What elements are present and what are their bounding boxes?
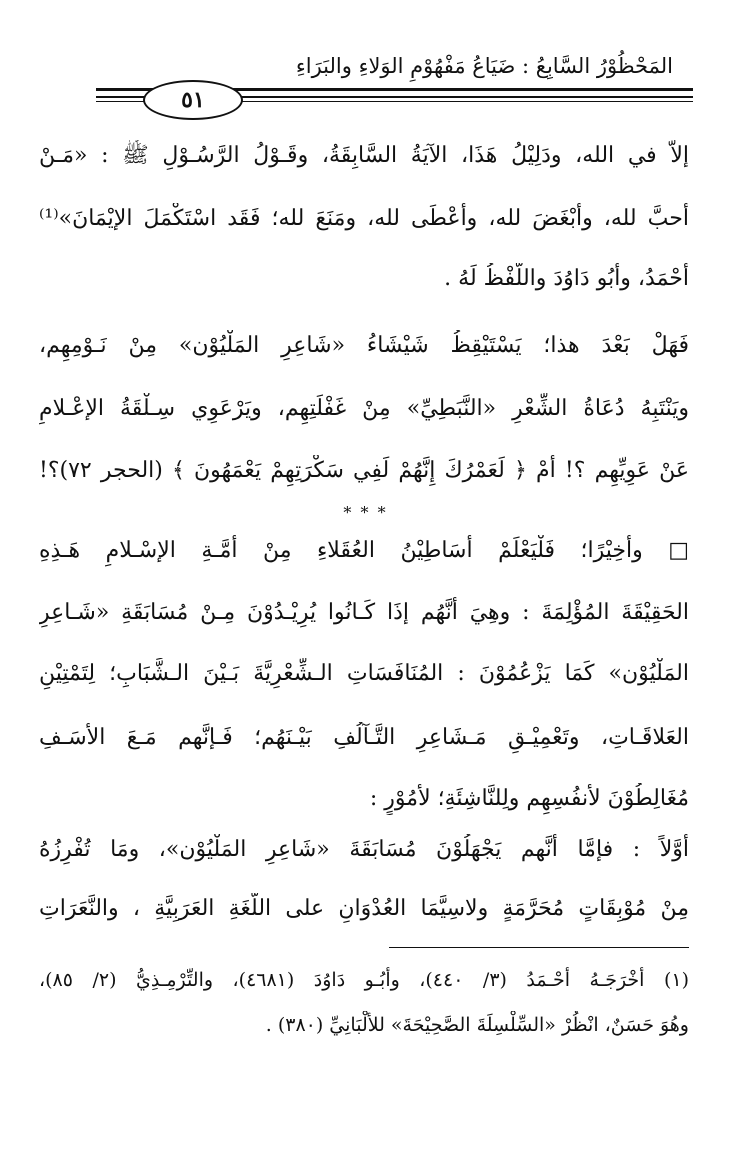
running-header-title: المَحْظُوْرُ السَّابِعُ : ضَيَاعُ مَفْهُوْمِ الوَلاءِ والبَرَاءِ [295, 54, 673, 78]
body-line: فَهَلْ بَعْدَ هذا؛ يَسْتَيْقِظُ شَيْشَاءُ «شَاعِرِ المَلْيُوْن» مِنْ نَـوْمِهِم، [39, 333, 689, 358]
body-line: □ وأخِيْرًا؛ فَلْيَعْلَمْ أسَاطِيْنُ العُقَلاءِ مِنْ أمَّـةِ الإسْـلامِ هَـذِهِ [39, 538, 689, 563]
body-line: العَلاقَـاتِ، وتَعْمِيْـقِ مَـشَاعِرِ التَّـآلُفِ بَيْـنَهُم؛ فَـإنَّهم مَـعَ الأسَـفِ [39, 725, 689, 750]
page-number-badge: ٥١ [143, 80, 243, 120]
body-line: أحْمَدُ، وأبُو دَاوُدَ واللَّفْظُ لَهُ . [444, 266, 689, 291]
body-line: ويَنْتَبِهُ دُعَاةُ الشِّعْرِ «النَّبَطِيِّ» مِنْ غَفْلَتِهِم، ويَرْعَوِي سِـلْقَةُ الإعْـلامِ [39, 396, 689, 421]
section-separator: * * * [343, 503, 388, 522]
body-line: المَلْيُوْن» كَمَا يَزْعُمُوْنَ : المُنَافَسَاتِ الـشِّعْرِيَّةَ بَـيْنَ الـشَّبَابِ؛ لِتَمْتِيْنِ [39, 661, 689, 686]
body-line: إلاَّ في الله، ودَلِيْلُ هَذَا، الآيَةُ السَّابِقَةُ، وقَـوْلُ الرَّسُـوْلِ ﷺ : «مَـنْ [39, 143, 689, 168]
body-line: عَنْ عَوِيِّهِم ؟! أمْ ﴿ لَعَمْرُكَ إِنَّهُمْ لَفِي سَكْرَتِهِمْ يَعْمَهُونَ ﴾ (الحجر ٧٢)؟! [39, 458, 689, 483]
body-line: مُغَالِطُوْنَ لأنفُسِهِم ولِلنَّاشِئَةِ؛ لأمُوْرٍ : [369, 786, 689, 811]
footnote-line: (١) أخْرَجَـهُ أحْـمَدُ (٣/ ٤٤٠)، وأبُـو دَاوُدَ (٤٦٨١)، والتِّرْمِـذِيُّ (٢/ ٨٥)، [39, 969, 689, 991]
body-line: الحَقِيْقَةَ المُؤْلِمَةَ : وهِيَ أنَّهُم إذَا كَـانُوا يُرِيْـدُوْنَ مِـنْ مُسَابَقَةِ «شَـاعِرِ [39, 600, 689, 625]
footnote-rule [389, 947, 689, 948]
body-line: أوَّلاً : فإمَّا أنَّهم يَجْهَلُوْنَ مُسَابَقَةَ «شَاعِرِ المَلْيُوْن»، ومَا تُفْرِزُهُ [39, 837, 689, 862]
footnote-line: وهُوَ حَسَنٌ، انْظُرْ «السِّلْسِلَةَ الصَّحِيْحَةَ» للألْبَانِيِّ (٣٨٠) . [265, 1014, 689, 1036]
body-line: أحبَّ لله، وأبْغَضَ لله، وأعْطَى لله، ومَنَعَ لله؛ فَقَد اسْتَكْمَلَ الإيْمَانَ»⁽¹⁾ [39, 206, 689, 231]
body-line: مِنْ مُوْبِقَاتٍ مُحَرَّمَةٍ ولاسِيَّمَا العُدْوَانِ على اللُّغَةِ العَرَبِيَّةِ ، والنَّعَرَاتِ [39, 896, 689, 921]
